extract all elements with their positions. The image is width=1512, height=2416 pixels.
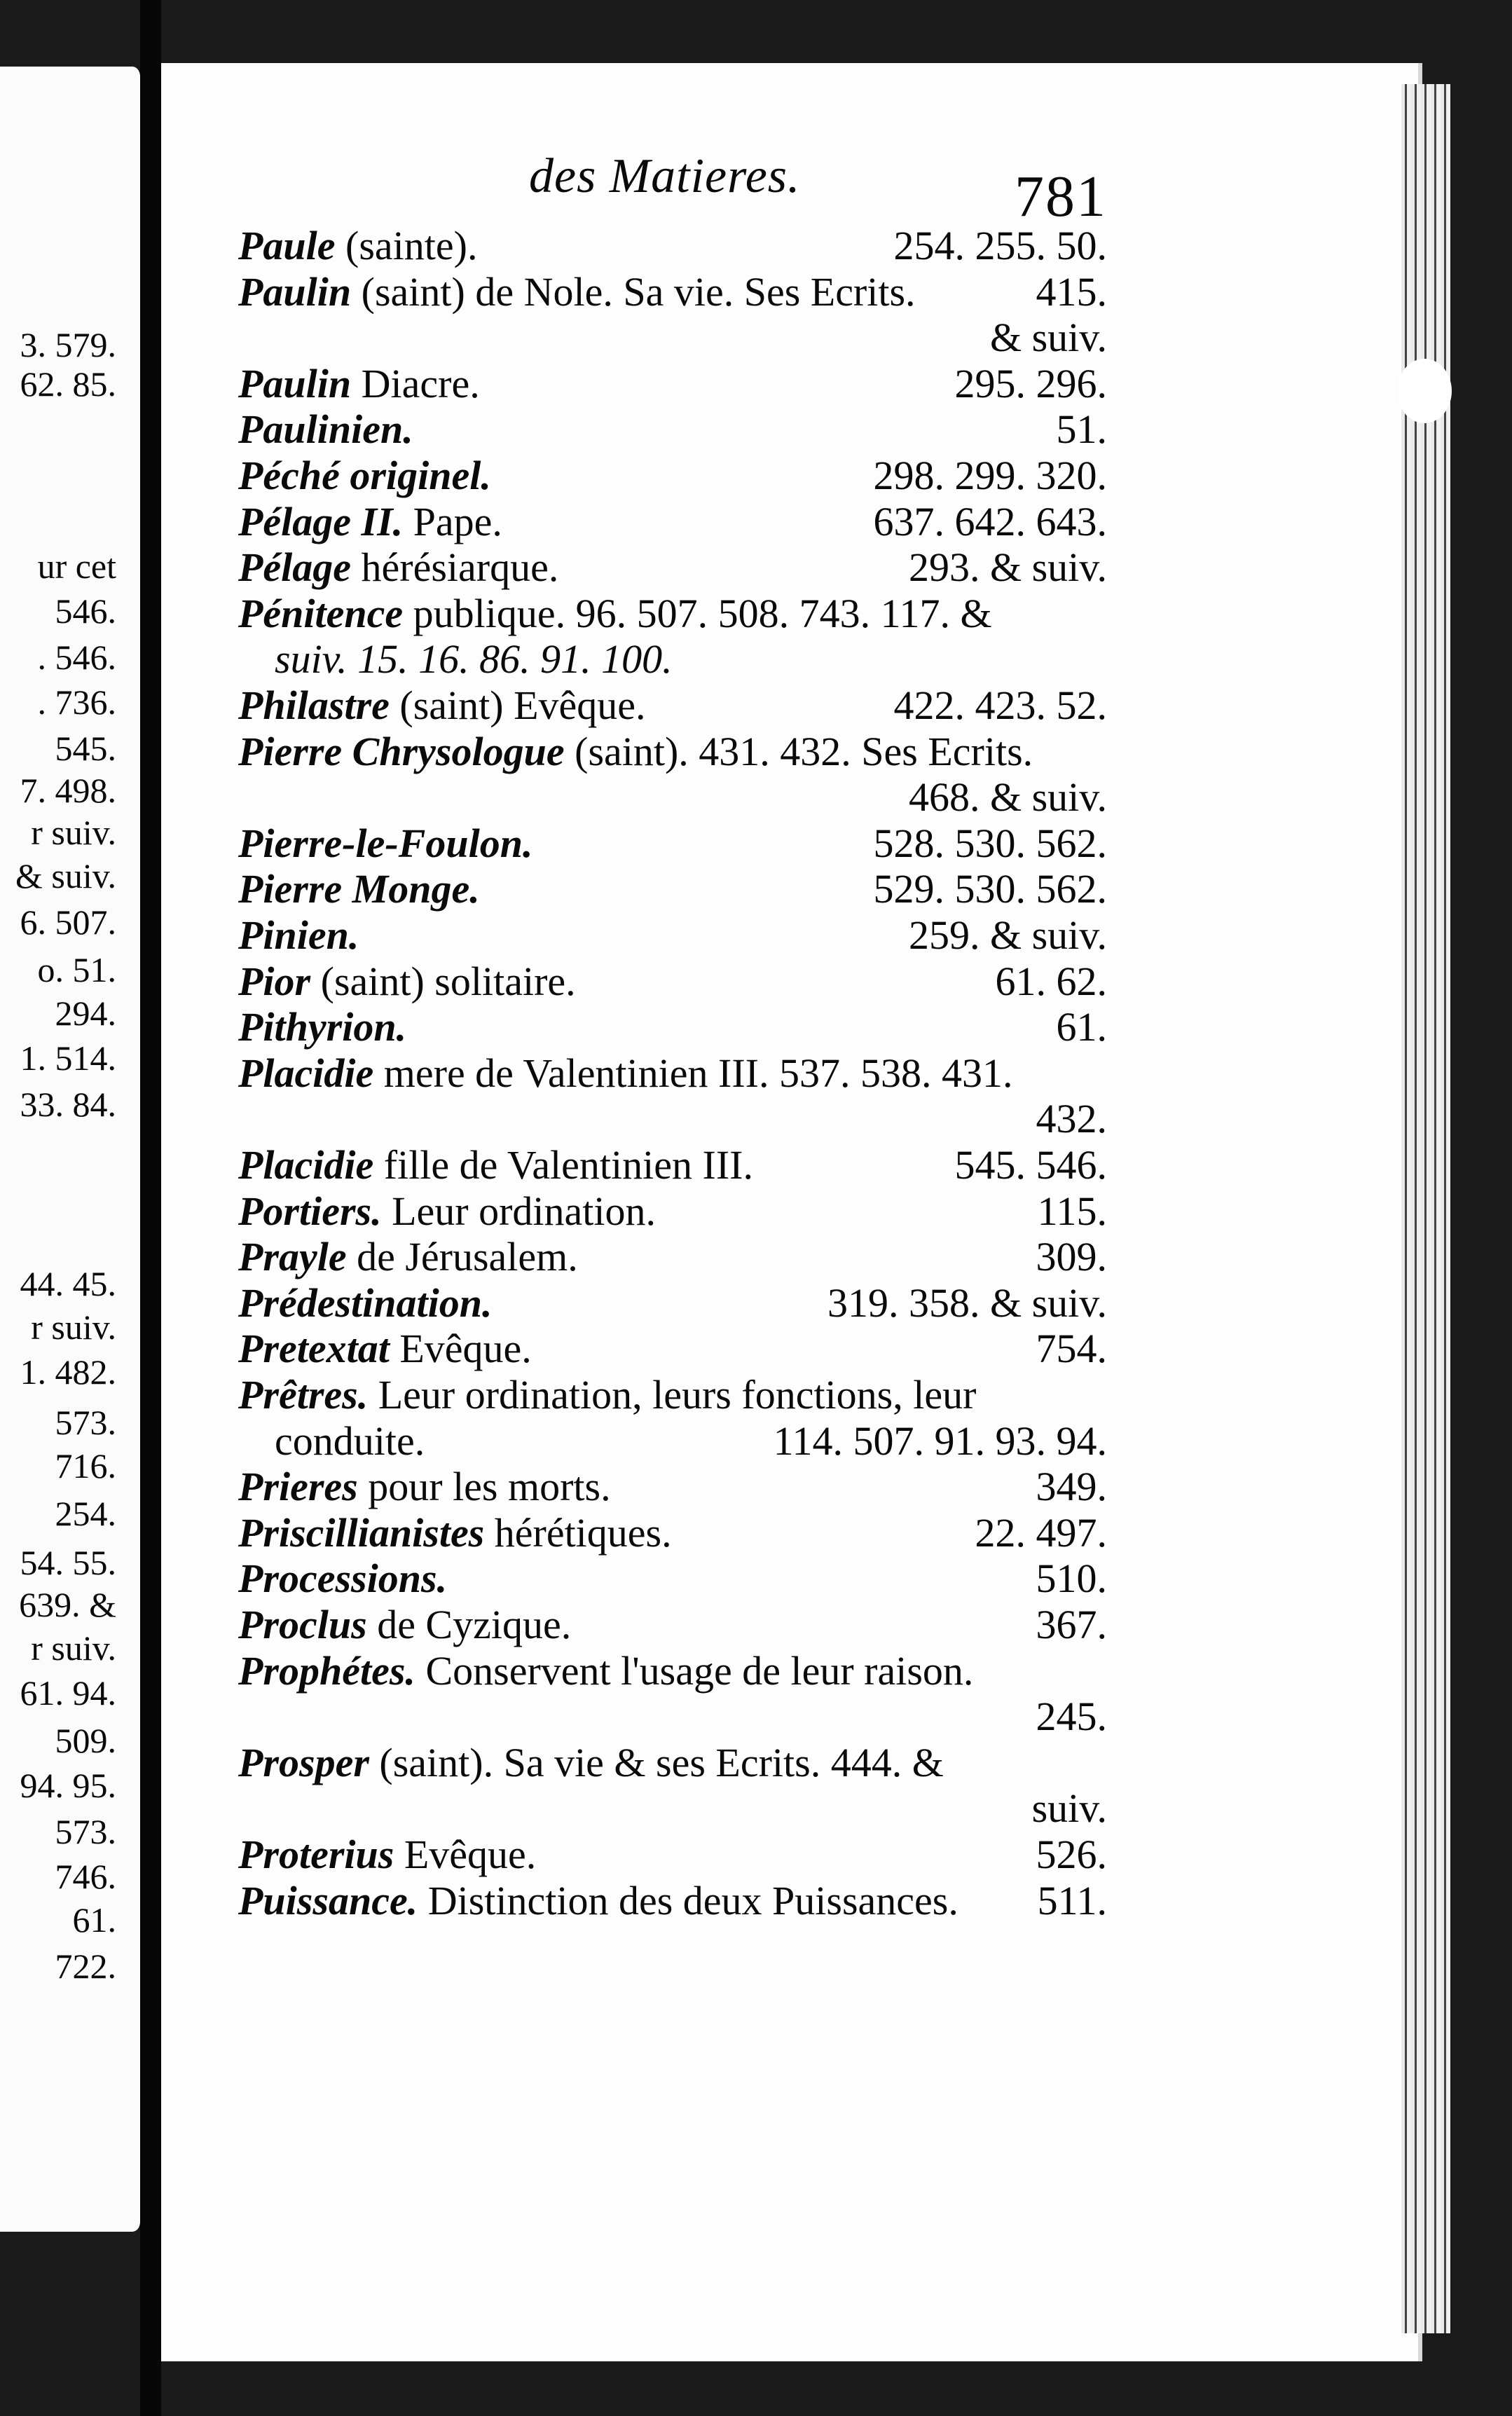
page-hole: [1397, 359, 1452, 423]
entry-page-numbers: 259. & suiv.: [908, 912, 1107, 958]
entry-text: Leur ordination.: [381, 1188, 657, 1234]
index-entry: [238, 1832, 1107, 1878]
entry-term: Proterius: [238, 1832, 394, 1877]
index-entry: [238, 959, 1107, 1005]
entry-page-numbers: 349.: [1036, 1464, 1107, 1510]
entry-text: pour les morts.: [357, 1464, 611, 1510]
index-entry: [238, 1464, 1107, 1510]
index-entry: [238, 591, 1107, 637]
left-fragment: . 736.: [37, 682, 116, 722]
entry-term: Paule: [238, 223, 336, 268]
index-entry: [238, 315, 1107, 361]
index-entry: [238, 1372, 1107, 1418]
entry-page-numbers: 114. 507. 91. 93. 94.: [773, 1418, 1107, 1464]
entry-text: (saint). Sa vie & ses Ecrits. 444. &: [369, 1739, 944, 1785]
entry-text: publique. 96. 507. 508. 743. 117. &: [403, 590, 992, 636]
entry-page-numbers: 295. 296.: [954, 360, 1107, 406]
entry-page-numbers: 511.: [1037, 1877, 1107, 1923]
index-entry: [238, 1648, 1107, 1694]
left-fragment: 1. 514.: [20, 1038, 116, 1078]
index-entry: [238, 499, 1107, 545]
entry-term: Prophétes.: [238, 1647, 415, 1694]
entry-page-numbers: 422. 423. 52.: [893, 682, 1107, 728]
entry-term: Pénitence: [238, 590, 404, 636]
entry-text: fille de Valentinien III.: [373, 1142, 753, 1188]
entry-page-numbers: suiv.: [1031, 1785, 1107, 1832]
index-entry: [238, 1878, 1107, 1924]
entry-page-numbers: 367.: [1036, 1602, 1107, 1647]
entry-term: Pélage II.: [238, 498, 404, 544]
entry-term: Prayle: [238, 1234, 347, 1280]
entry-text: Conservent l'usage de leur raison.: [415, 1647, 974, 1694]
entry-page-numbers: 309.: [1036, 1234, 1107, 1280]
entry-text: Diacre.: [351, 360, 480, 406]
book-gutter: [140, 0, 161, 2416]
entry-text: (saint) de Nole. Sa vie. Ses Ecrits.: [351, 268, 916, 315]
entry-term: Prosper: [238, 1739, 369, 1785]
entry-text: (sainte).: [335, 223, 478, 268]
entry-text: de Jérusalem.: [346, 1234, 578, 1280]
entry-text: Distinction des deux Puissances.: [418, 1877, 958, 1923]
running-head: des Matieres.: [529, 149, 801, 203]
index-entry: [238, 223, 1107, 269]
entry-text: de Cyzique.: [366, 1602, 572, 1647]
left-fragment: 294.: [55, 994, 116, 1033]
left-fragment: 1. 482.: [20, 1352, 116, 1392]
index-entry: [238, 1602, 1107, 1648]
entry-text: (saint). 431. 432. Ses Ecrits.: [564, 728, 1033, 774]
entry-term: Portiers.: [238, 1188, 382, 1234]
entry-page-numbers: 526.: [1036, 1832, 1107, 1877]
entry-page-numbers: 319. 358. & suiv.: [827, 1279, 1107, 1326]
index-entry: [238, 1740, 1107, 1786]
left-fragment: o. 51.: [37, 950, 116, 989]
left-fragment: ur cet: [37, 547, 116, 586]
left-fragment: r suiv.: [31, 1307, 116, 1347]
index-entry: [238, 1510, 1107, 1556]
entry-page-numbers: 293. & suiv.: [908, 544, 1107, 591]
entry-text: (saint) solitaire.: [310, 958, 576, 1004]
entry-text: Pape.: [403, 498, 502, 544]
left-fragment: 573.: [55, 1403, 116, 1442]
entry-page-numbers: 432.: [1036, 1096, 1107, 1142]
entry-term: Paulinien.: [238, 406, 413, 453]
left-fragment: 746.: [55, 1857, 116, 1896]
entry-text: hérésiarque.: [351, 544, 559, 591]
left-fragment: 61.: [72, 1900, 116, 1940]
left-fragment: 509.: [55, 1721, 116, 1760]
left-fragment: 573.: [55, 1812, 116, 1851]
entry-term: Prêtres.: [238, 1372, 369, 1418]
entry-page-numbers: 529. 530. 562.: [873, 866, 1107, 912]
left-fragment: 3. 579.: [20, 325, 116, 364]
entry-page-numbers: 298. 299. 320.: [873, 453, 1107, 498]
left-fragment: 44. 45.: [20, 1264, 116, 1303]
left-fragment: r suiv.: [31, 813, 116, 852]
index-entry: [238, 1694, 1107, 1740]
entry-term: Prédestination.: [238, 1279, 493, 1326]
index-entry: [238, 1326, 1107, 1372]
entry-term: Processions.: [238, 1556, 448, 1602]
entry-page-numbers: 22. 497.: [975, 1509, 1107, 1556]
page-number: 781: [1015, 164, 1107, 229]
index-entry: [238, 1188, 1107, 1235]
index-entry: [238, 269, 1107, 315]
entry-text: mere de Valentinien III. 537. 538. 431.: [373, 1050, 1013, 1096]
entry-page-numbers: 115.: [1037, 1188, 1107, 1234]
index-entry: [238, 1280, 1107, 1326]
left-fragment: 545.: [55, 729, 116, 768]
index-entry: [238, 1096, 1107, 1142]
entry-page-numbers: 51.: [1056, 406, 1107, 453]
entry-term: Paulin: [238, 268, 352, 315]
left-fragment: 639. &: [19, 1585, 116, 1624]
left-fragment: 94. 95.: [20, 1766, 116, 1805]
entry-term: Priscillianistes: [238, 1509, 485, 1556]
index-entry: [238, 453, 1107, 499]
left-fragment: 61. 94.: [20, 1673, 116, 1713]
entry-text: Evêque.: [394, 1832, 537, 1877]
entry-page-numbers: 545. 546.: [954, 1142, 1107, 1188]
entry-term: Placidie: [238, 1142, 374, 1188]
entry-term: Paulin: [238, 360, 352, 406]
entry-page-numbers: 468. & suiv.: [908, 774, 1107, 821]
entry-term: Pierre Monge.: [238, 866, 480, 912]
index-entry: [238, 1785, 1107, 1832]
index-entry: [275, 1418, 1107, 1464]
left-fragment: 716.: [55, 1446, 116, 1485]
entry-page-numbers: 254. 255. 50.: [893, 223, 1107, 268]
entry-page-numbers: 754.: [1036, 1326, 1107, 1372]
entry-text: hérétiques.: [484, 1509, 672, 1556]
entry-page-numbers: 245.: [1036, 1694, 1107, 1740]
entry-text: Leur ordination, leurs fonctions, leur: [368, 1372, 977, 1418]
index-entry: [238, 912, 1107, 959]
entry-text: Evêque.: [389, 1326, 532, 1372]
entry-page-numbers: 61.: [1056, 1004, 1107, 1050]
left-fragment: 6. 507.: [20, 902, 116, 942]
left-fragment: 62. 85.: [20, 364, 116, 404]
index-entry: [238, 406, 1107, 453]
entry-text: (saint) Evêque.: [389, 682, 646, 728]
entry-term: Puissance.: [238, 1877, 418, 1923]
entry-term: Pior: [238, 958, 311, 1004]
entry-term: Philastre: [238, 682, 390, 728]
entry-term: Pélage: [238, 544, 352, 591]
left-fragment: & suiv.: [15, 856, 116, 895]
index-entry: [238, 774, 1107, 821]
index-entry: [238, 821, 1107, 867]
entry-page-numbers: 510.: [1036, 1556, 1107, 1602]
entry-term: Pretextat: [238, 1326, 390, 1372]
index-entry: [238, 729, 1107, 775]
entry-term: Pinien.: [238, 912, 359, 958]
left-fragment: 546.: [55, 591, 116, 631]
index-entry: [238, 1556, 1107, 1602]
left-fragment: 54. 55.: [20, 1543, 116, 1582]
index-entry: [238, 1234, 1107, 1280]
left-fragment: 722.: [55, 1947, 116, 1986]
entry-term: Pithyrion.: [238, 1004, 407, 1050]
left-fragment: r suiv.: [31, 1628, 116, 1668]
entry-term: Pierre Chrysologue: [238, 728, 565, 774]
left-fragment: . 546.: [37, 638, 116, 677]
entry-term: Prieres: [238, 1464, 358, 1510]
index-entry: [238, 544, 1107, 591]
entry-page-numbers: 415.: [1036, 268, 1107, 315]
index-entry: [238, 1050, 1107, 1097]
index-entry: [238, 866, 1107, 912]
index-entry: [275, 636, 1107, 682]
entry-term: Proclus: [238, 1602, 367, 1647]
entry-text: conduite.: [275, 1418, 425, 1464]
entry-text: suiv. 15. 16. 86. 91. 100.: [275, 636, 673, 682]
entry-term: Péché originel.: [238, 453, 491, 498]
entry-term: Pierre-le-Foulon.: [238, 820, 533, 866]
left-fragment: 254.: [55, 1494, 116, 1533]
entry-page-numbers: 61. 62.: [995, 958, 1107, 1004]
previous-page-strip: [0, 67, 142, 2232]
index-entry: [238, 361, 1107, 407]
index-entry: [238, 1142, 1107, 1188]
index-entry: [238, 1004, 1107, 1050]
entry-page-numbers: & suiv.: [989, 315, 1107, 361]
left-fragment: 33. 84.: [20, 1085, 116, 1124]
left-fragment: 7. 498.: [20, 771, 116, 810]
entry-term: Placidie: [238, 1050, 374, 1096]
index-entry: [238, 682, 1107, 729]
entry-page-numbers: 528. 530. 562.: [873, 820, 1107, 866]
entry-page-numbers: 637. 642. 643.: [873, 498, 1107, 544]
